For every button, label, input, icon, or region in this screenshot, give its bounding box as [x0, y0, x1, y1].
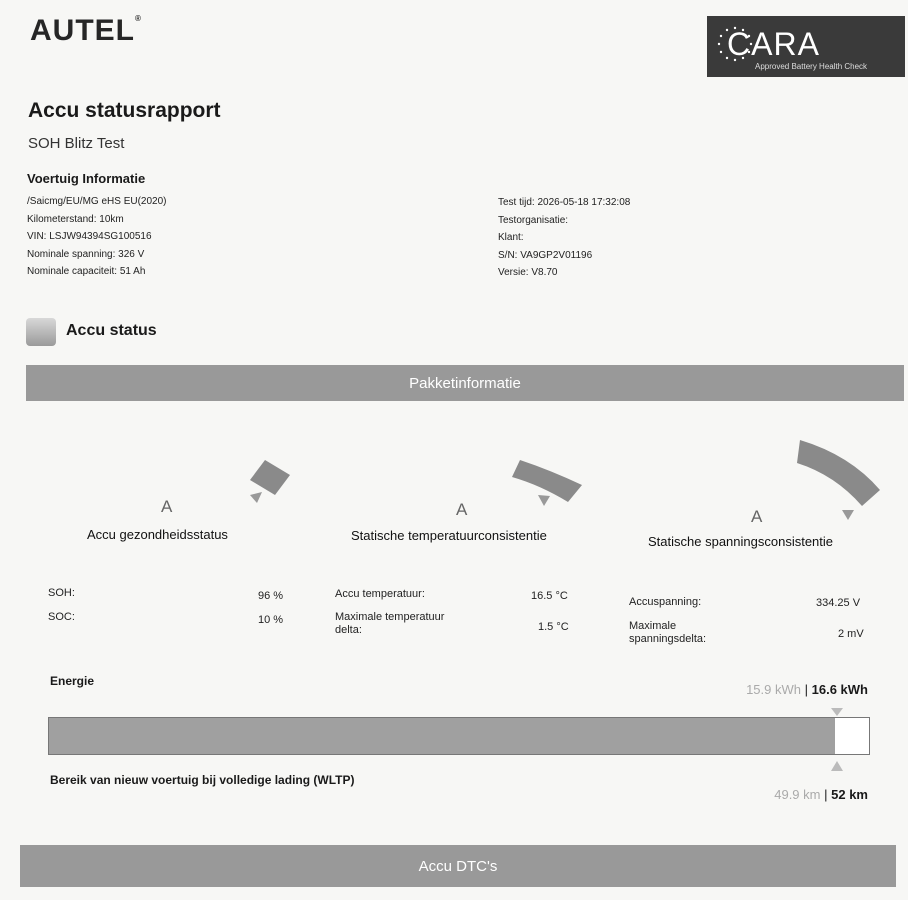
temperature-gauge-arc: [512, 460, 582, 502]
range-marker-icon: [830, 760, 844, 772]
dtc-bar: [20, 845, 896, 887]
energy-label: Energie: [50, 674, 95, 688]
health-gauge-pointer: [250, 492, 262, 503]
energy-max: 16.6 kWh: [811, 682, 868, 697]
registered-mark: ®: [135, 14, 142, 23]
energy-values: [746, 682, 868, 697]
autel-logo: [30, 14, 142, 48]
cara-badge: [707, 16, 905, 77]
logo-text: AUTEL: [30, 14, 135, 47]
packet-info-label: Pakketinformatie: [409, 374, 521, 392]
voltage-gauge-icon: [700, 430, 890, 520]
wltp-max: 52 km: [831, 787, 868, 802]
version: Versie: V8.70: [498, 267, 558, 278]
report-subtitle: SOH Blitz Test: [28, 135, 125, 152]
cara-text: CARA: [727, 26, 820, 62]
status-title: Accu status: [66, 322, 157, 339]
health-grade: A: [161, 497, 173, 516]
temperature-label: Statische temperatuurconsistentie: [351, 528, 547, 543]
wltp-current: 49.9 km: [774, 787, 821, 802]
battery-icon: [26, 318, 56, 346]
cara-tagline: Approved Battery Health Check: [755, 62, 868, 71]
max-temp-delta-value: 1.5 °C: [538, 621, 569, 633]
temperature-gauge-pointer: [538, 495, 550, 506]
voltage-gauge-pointer: [842, 510, 854, 520]
vehicle-nominal-capacity: Nominale capaciteit: 51 Ah: [27, 266, 146, 277]
voltage-gauge-arc: [797, 440, 880, 506]
serial-number: S/N: VA9GP2V01196: [498, 249, 593, 261]
energy-current: 15.9 kWh: [746, 682, 801, 697]
test-organisation: Testorganisatie:: [498, 214, 569, 226]
wltp-values: [774, 787, 868, 802]
battery-temp-value: 16.5 °C: [531, 590, 568, 602]
soc-key: SOC:: [48, 611, 75, 623]
test-time: Test tijd: 2026-05-18 17:32:08: [498, 197, 631, 208]
soc-value: 10 %: [258, 614, 284, 626]
energy-marker-icon: [830, 707, 844, 717]
soh-value: 96 %: [258, 590, 284, 602]
dtc-label: Accu DTC's: [418, 857, 498, 875]
customer: Klant:: [498, 232, 524, 243]
vehicle-info-heading: Voertuig Informatie: [27, 171, 146, 186]
vehicle-info-right: [498, 194, 630, 282]
voltage-label: Statische spanningsconsistentie: [648, 534, 834, 549]
vehicle-info-left: [27, 193, 167, 281]
wltp-separator: |: [824, 787, 828, 802]
report-title: Accu statusrapport: [28, 99, 221, 122]
energy-separator: |: [804, 682, 809, 697]
wltp-label: Bereik van nieuw voertuig bij volledige lading (WLTP): [50, 773, 355, 787]
health-gauge-arc: [250, 460, 290, 495]
battery-voltage-key: Accuspanning:: [629, 596, 702, 608]
vehicle-vin: VIN: LSJW94394SG100516: [27, 231, 152, 242]
battery-voltage-value: 334.25 V: [816, 597, 861, 609]
energy-bar: [48, 717, 870, 755]
vehicle-model: /Saicmg/EU/MG eHS EU(2020): [27, 196, 167, 207]
health-label: Accu gezondheidsstatus: [87, 527, 228, 542]
vehicle-nominal-voltage: Nominale spanning: 326 V: [27, 248, 145, 260]
soh-key: SOH:: [48, 587, 75, 599]
temperature-grade: A: [456, 500, 468, 519]
battery-temp-key: Accu temperatuur:: [335, 588, 425, 600]
voltage-grade: A: [751, 507, 763, 526]
max-voltage-delta-key: Maximale spanningsdelta:: [629, 620, 707, 645]
max-voltage-delta-value: 2 mV: [838, 628, 864, 640]
temperature-gauge-icon: [420, 430, 600, 520]
vehicle-mileage: Kilometerstand: 10km: [27, 213, 124, 225]
packet-info-bar: [26, 365, 904, 401]
energy-bar-fill: [49, 718, 835, 754]
max-temp-delta-key: Maximale temperatuur delta:: [335, 611, 445, 636]
